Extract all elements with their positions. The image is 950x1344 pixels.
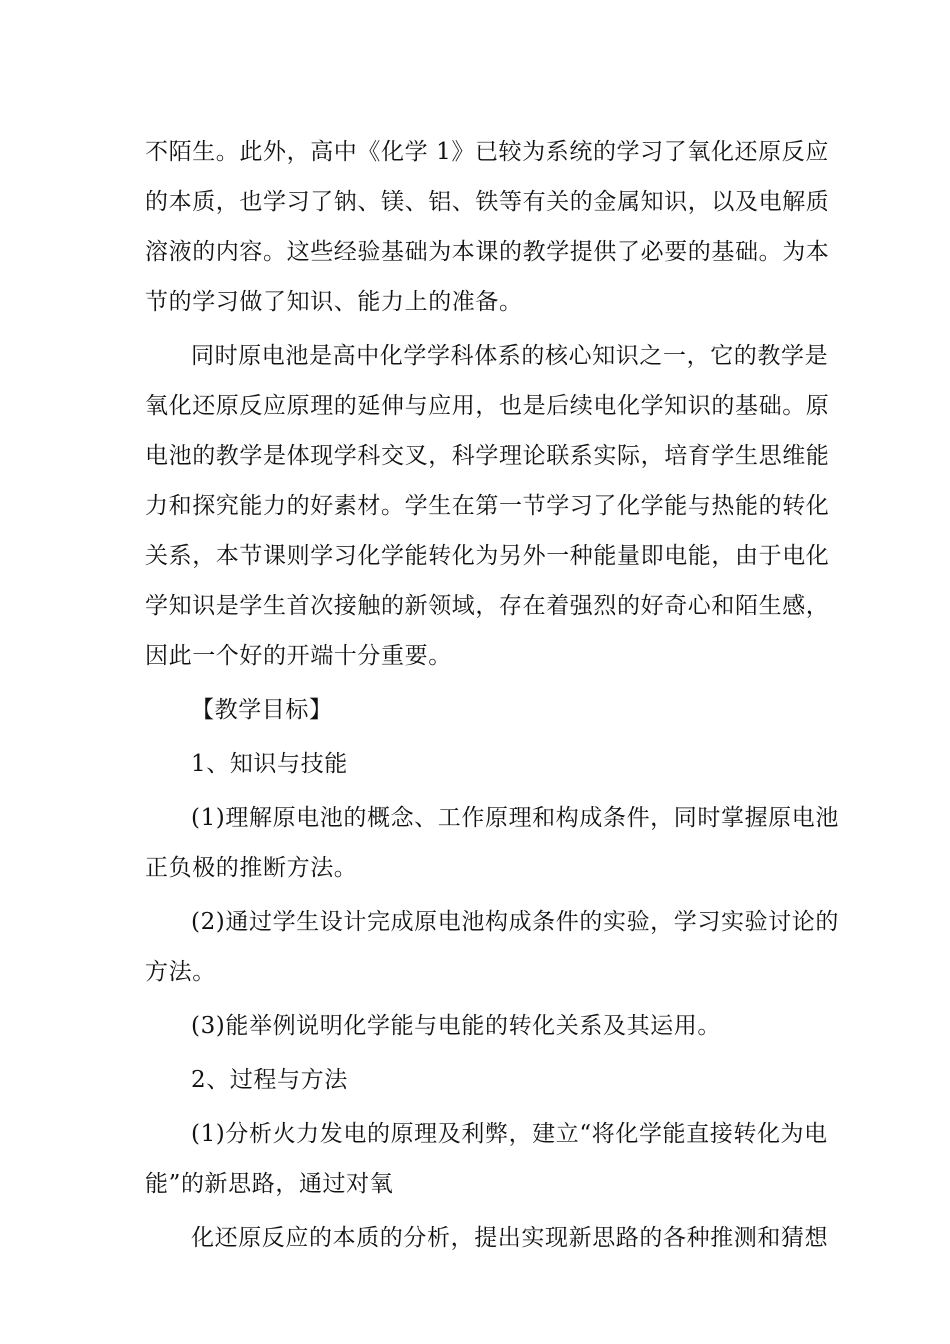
text-line: 氧化还原反应原理的延伸与应用，也是后续电化学知识的基础。原 [145,393,830,419]
text-line: 的本质，也学习了钠、镁、铝、铁等有关的金属知识，以及电解质 [145,189,830,215]
text-line: 化还原反应的本质的分析，提出实现新思路的各种推测和猜想 [191,1225,829,1251]
text-line: 学知识是学生首次接触的新领域，存在着强烈的好奇心和陌生感， [145,593,830,619]
text-line: (1)分析火力发电的原理及利弊，建立“将化学能直接转化为电 [191,1121,828,1147]
text-line: 同时原电池是高中化学学科体系的核心知识之一，它的教学是 [191,343,829,369]
paragraph-core-knowledge [145,331,830,681]
text-line: 节的学习做了知识、能力上的准备。 [145,289,523,315]
text-line: 不陌生。此外，高中《化学 1》已较为系统的学习了氧化还原反应 [145,139,829,165]
document-body [145,127,839,1267]
paragraph-continuation [145,1213,829,1263]
text-line: 能”的新思路，通过对氧 [145,1171,394,1197]
text-line: (1)理解原电池的概念、工作原理和构成条件，同时掌握原电池 [191,805,839,831]
list-item-process-1 [145,1109,828,1209]
subheading-knowledge-skills [145,739,807,789]
text-line: 因此一个好的开端十分重要。 [145,643,452,669]
text-line: 关系，本节课则学习化学能转化为另外一种能量即电能，由于电化 [145,543,830,569]
text-line: (3)能举例说明化学能与电能的转化关系及其运用。 [191,1013,721,1039]
text-line: 正负极的推断方法。 [145,855,358,881]
subheading-process-method [145,1055,807,1105]
text-line: 力和探究能力的好素材。学生在第一节学习了化学能与热能的转化 [145,493,830,519]
list-item-3 [145,1001,807,1051]
text-line: 方法。 [145,959,216,985]
list-item-1 [145,793,839,893]
paragraph-background [145,127,830,327]
text-line: (2)通过学生设计完成原电池构成条件的实验，学习实验讨论的 [191,909,839,935]
text-line: 溶液的内容。这些经验基础为本课的教学提供了必要的基础。为本 [145,239,830,265]
section-heading-teaching-goals [145,685,807,735]
heading-text: 【教学目标】 [191,697,333,723]
heading-text: 2、过程与方法 [191,1067,348,1093]
heading-text: 1、知识与技能 [191,751,348,777]
list-item-2 [145,897,839,997]
text-line: 电池的教学是体现学科交叉，科学理论联系实际，培育学生思维能 [145,443,830,469]
